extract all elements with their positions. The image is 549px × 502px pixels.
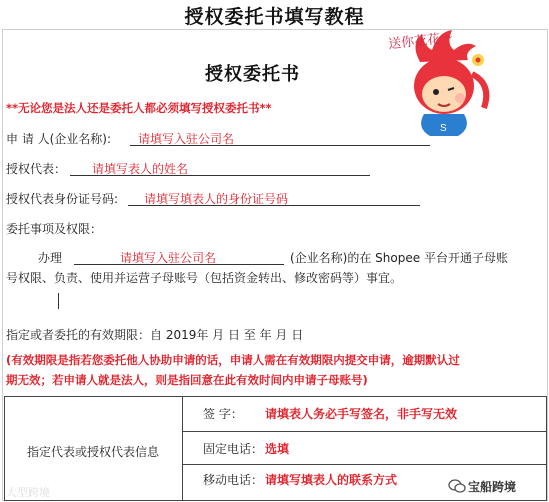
applicant-label: 申 请 人(企业名称): <box>6 132 112 146</box>
sticker-caption: 送你花花～ <box>387 30 454 53</box>
document-title: 授权委托书 <box>205 64 300 85</box>
table-left-label: 指定代表或授权代表信息 <box>27 445 160 459</box>
rep-field[interactable]: 请填写表人的姓名 <box>92 162 189 176</box>
sign-row <box>183 397 546 432</box>
phone-field[interactable]: 选填 <box>265 442 290 456</box>
phone-label: 固定电话： <box>203 442 264 456</box>
id-field[interactable]: 请填写填表人的身份证号码 <box>144 192 289 206</box>
rep-label: 授权代表： <box>6 162 67 176</box>
body-line-2: 号权限、负责、使用并运营子母账号（包括资金转出、修改密码等）事宜。 <box>6 271 403 285</box>
mobile-label: 移动电话： <box>203 473 264 487</box>
page-title: 授权委托书填写教程 <box>184 6 365 28</box>
note-line-1: (有效期限是指若您委托他人协助申请的话，申请人需在有效期限内提交申请，逾期默认过 <box>6 353 460 367</box>
sign-label: 签 字： <box>203 407 243 421</box>
warning-text: **无论您是法人还是委托人都必须填写授权委托书** <box>6 101 272 115</box>
sign-field[interactable]: 请填表人务必手写签名，非手写无效 <box>265 407 458 421</box>
id-label: 授权代表身份证号码: <box>6 192 119 206</box>
text-cursor <box>58 293 59 309</box>
brand-name: 宝船跨境 <box>468 480 517 494</box>
mobile-field[interactable]: 请填写填表人的联系方式 <box>265 473 398 487</box>
body-line-1: (企业名称)的在 Shopee 平台开通子母账 <box>290 251 508 265</box>
matters-label: 委托事项及权限： <box>6 222 103 236</box>
applicant-field[interactable]: 请填写入驻公司名 <box>138 132 235 146</box>
validity-line: 指定或者委托的有效期限：自 2019年 月 日 至 年 月 日 <box>6 328 304 342</box>
svg-text:S: S <box>440 123 447 134</box>
watermark: 大型跨境 <box>6 486 50 499</box>
company-field[interactable]: 请填写入驻公司名 <box>120 251 217 265</box>
wechat-icon <box>448 478 466 494</box>
note-line-2: 期无效；若申请人就是法人，则是指回意在此有效时间内申请子母账号) <box>6 373 368 387</box>
phone-row <box>183 432 546 465</box>
handle-word: 办理 <box>38 251 63 265</box>
